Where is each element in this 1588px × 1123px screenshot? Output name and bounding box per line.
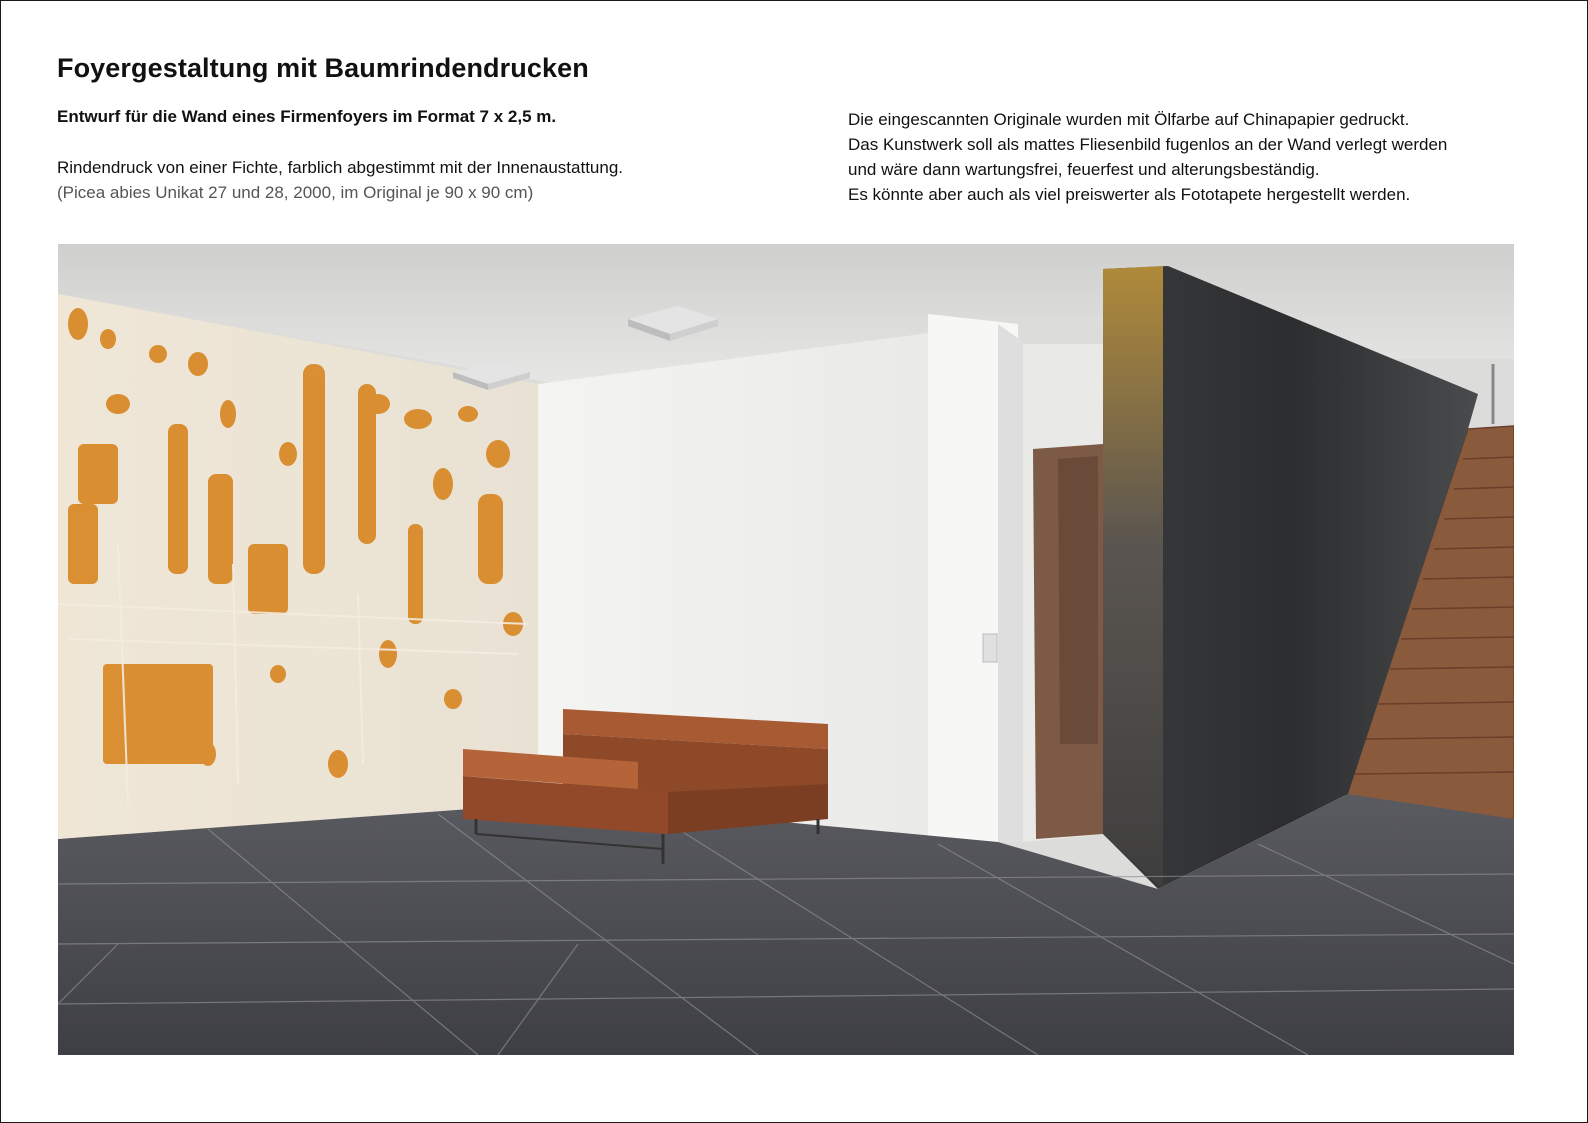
foyer-photo: [58, 244, 1514, 1055]
page-title: Foyergestaltung mit Baumrindendrucken: [57, 53, 589, 83]
info-line: Es könnte aber auch als viel preiswerter als Fototapete hergestellt werden.: [848, 185, 1411, 204]
left-text-column: [57, 107, 797, 205]
right-text-column: [848, 107, 1548, 207]
info-line: und wäre dann wartungsfrei, feuerfest und alterungsbeständig.: [848, 160, 1320, 179]
artwork-caption: (Picea abies Unikat 27 und 28, 2000, im Original je 90 x 90 cm): [57, 183, 534, 202]
design-subtitle: Entwurf für die Wand eines Firmenfoyers im Format 7 x 2,5 m.: [57, 107, 557, 126]
info-line: Das Kunstwerk soll als mattes Fliesenbild fugenlos an der Wand verlegt werden: [848, 135, 1448, 154]
bark-print-description: Rindendruck von einer Fichte, farblich abgestimmt mit der Innenaustattung.: [57, 158, 624, 177]
info-line: Die eingescannten Originale wurden mit Ölfarbe auf Chinapapier gedruckt.: [848, 110, 1410, 129]
